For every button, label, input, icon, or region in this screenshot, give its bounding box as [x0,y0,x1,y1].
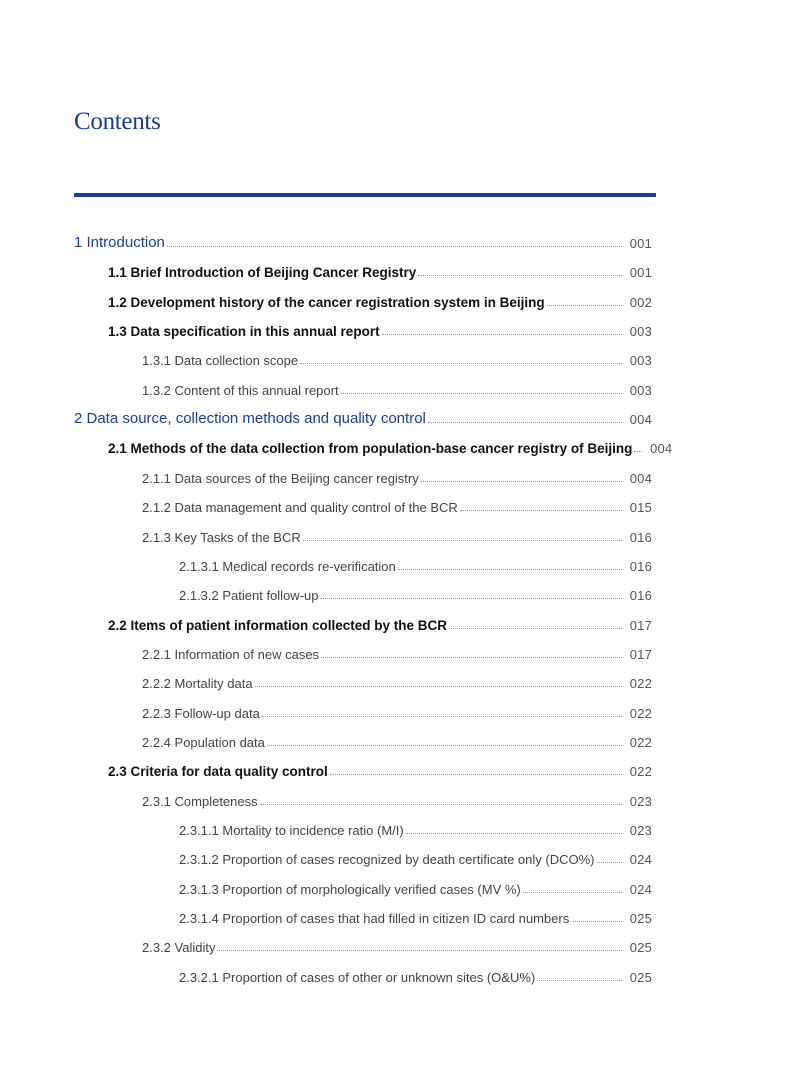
toc-entry-page-number: 022 [629,764,652,780]
toc-entry-level-3[interactable] [142,667,652,691]
toc-entry-level-3[interactable] [142,726,652,750]
toc-entry-title: 2.1.3 Key Tasks of the BCR [142,529,301,545]
toc-entry-title: 2.1.3.1 Medical records re-verification [179,558,396,574]
toc-entry-level-4[interactable] [179,873,652,897]
toc-entry-page-number: 016 [629,529,652,545]
dot-leader [547,304,622,306]
toc-entry-title: 1.1 Brief Introduction of Beijing Cancer Registry [108,265,417,281]
toc-entry-title: 2.3.2 Validity [142,940,216,956]
dot-leader [262,715,622,717]
dot-leader [300,362,622,364]
toc-entry-page-number: 004 [629,412,652,428]
toc-entry-page-number: 023 [629,793,652,809]
dot-leader [418,274,622,276]
toc-entry-title: 1.2 Development history of the cancer registration system in Beijing [108,294,545,310]
toc-entry-page-number: 003 [629,353,652,369]
toc-entry-title: 2.3.1.1 Mortality to incidence ratio (M/I) [179,823,404,838]
toc-entry-level-4[interactable] [179,579,652,603]
toc-entry-page-number: 017 [629,617,652,633]
dot-leader [597,861,623,863]
toc-entry-level-4[interactable] [179,961,652,985]
dot-leader [320,597,622,599]
toc-entry-level-2[interactable] [108,315,652,339]
dot-leader [255,685,622,687]
dot-leader [167,245,622,247]
toc-entry-page-number: 003 [629,324,652,340]
dot-leader [217,949,622,951]
toc-entry-page-number: 024 [629,881,652,897]
dot-leader [449,627,622,629]
toc-entry-title: 2.2 Items of patient information collected by the BCR [108,617,448,633]
toc-entry-title: 2.3.1.2 Proportion of cases recognized by death certificate only (DCO%) [179,852,595,868]
title-divider [74,193,656,197]
toc-entry-page-number: 016 [629,588,652,604]
toc-entry-level-3[interactable] [142,462,652,486]
toc-entry-level-4[interactable] [179,550,652,574]
toc-entry-page-number: 001 [629,236,652,251]
dot-leader [634,450,642,452]
toc-entry-page-number: 025 [629,969,652,985]
dot-leader [571,920,622,922]
toc-entry-page-number: 022 [629,705,652,721]
toc-entry-level-2[interactable] [108,432,673,457]
toc-entry-level-4[interactable] [179,843,652,867]
dot-leader [303,539,622,541]
toc-entry-level-1[interactable] [74,403,652,427]
toc-entry-page-number: 023 [629,823,652,838]
toc-entry-page-number: 022 [629,676,652,692]
toc-entry-level-3[interactable] [142,638,652,662]
toc-entry-title: 2.1 Methods of the data collection from population-base cancer registry of Beijing [108,441,633,457]
toc-entry-title: 2.1.1 Data sources of the Beijing cancer registry [142,470,419,486]
toc-entry-page-number: 024 [629,852,652,868]
toc-entry-page-number: 022 [629,734,652,750]
toc-entry-page-number: 004 [650,441,673,457]
toc-entry-title: 1.3.1 Data collection scope [142,353,299,369]
toc-entry-page-number: 015 [629,500,652,516]
toc-entry-level-2[interactable] [108,286,652,310]
dot-leader [260,803,622,805]
dot-leader [421,480,622,482]
dot-leader [382,333,622,335]
dot-leader [321,656,622,658]
toc-entry-level-3[interactable] [142,521,652,545]
toc-entry-title: 2.2.2 Mortality data [142,676,253,692]
toc-entry-title: 2.3 Criteria for data quality control [108,764,328,780]
toc-entry-title: 2.3.2.1 Proportion of cases of other or unknown sites (O&U%) [179,969,536,985]
toc-entry-level-3[interactable] [142,785,652,809]
toc-entry-title: 2.1.3.2 Patient follow-up [179,588,319,604]
toc-entry-level-2[interactable] [108,755,652,779]
page-title: Contents [74,108,161,135]
dot-leader [341,392,622,394]
toc-entry-title: 1 Introduction [74,234,165,251]
toc-entry-page-number: 001 [629,265,652,281]
dot-leader [267,744,622,746]
toc-entry-title: 2.3.1.4 Proportion of cases that had filled in citizen ID card numbers [179,911,570,927]
toc-entry-level-4[interactable] [179,902,652,926]
toc-entry-level-3[interactable] [142,491,652,515]
toc-entry-level-3[interactable] [142,374,652,398]
dot-leader [523,891,622,893]
dot-leader [330,773,622,775]
toc-entry-title: 2.2.3 Follow-up data [142,705,260,721]
toc-entry-title: 2.1.2 Data management and quality control of the BCR [142,500,458,516]
toc-entry-page-number: 004 [629,470,652,486]
dot-leader [537,979,622,981]
toc-entry-level-2[interactable] [108,609,652,633]
toc-entry-title: 1.3 Data specification in this annual report [108,324,380,340]
toc-entry-title: 2.3.1 Completeness [142,793,258,809]
toc-entry-page-number: 025 [629,940,652,956]
toc-entry-page-number: 003 [629,382,652,398]
toc-entry-page-number: 025 [629,911,652,927]
dot-leader [406,832,622,834]
toc-entry-page-number: 016 [629,558,652,574]
toc-entry-title: 2.3.1.3 Proportion of morphologically verified cases (MV %) [179,881,521,897]
toc-entry-level-3[interactable] [142,344,652,368]
dot-leader [398,568,622,570]
toc-entry-level-4[interactable] [179,814,652,838]
toc-entry-title: 2 Data source, collection methods and quality control [74,410,426,428]
toc-entry-title: 2.2.1 Information of new cases [142,646,320,662]
toc-entry-level-3[interactable] [142,931,652,955]
toc-entry-page-number: 002 [629,294,652,310]
toc-entry-level-3[interactable] [142,697,652,721]
toc-entry-title: 2.2.4 Population data [142,734,265,750]
toc-entry-title: 1.3.2 Content of this annual report [142,382,339,398]
toc-entry-level-2[interactable] [108,256,652,280]
toc-entry-level-1[interactable] [74,227,652,251]
dot-leader [428,421,622,423]
toc-entry-page-number: 017 [629,646,652,662]
dot-leader [460,509,622,511]
